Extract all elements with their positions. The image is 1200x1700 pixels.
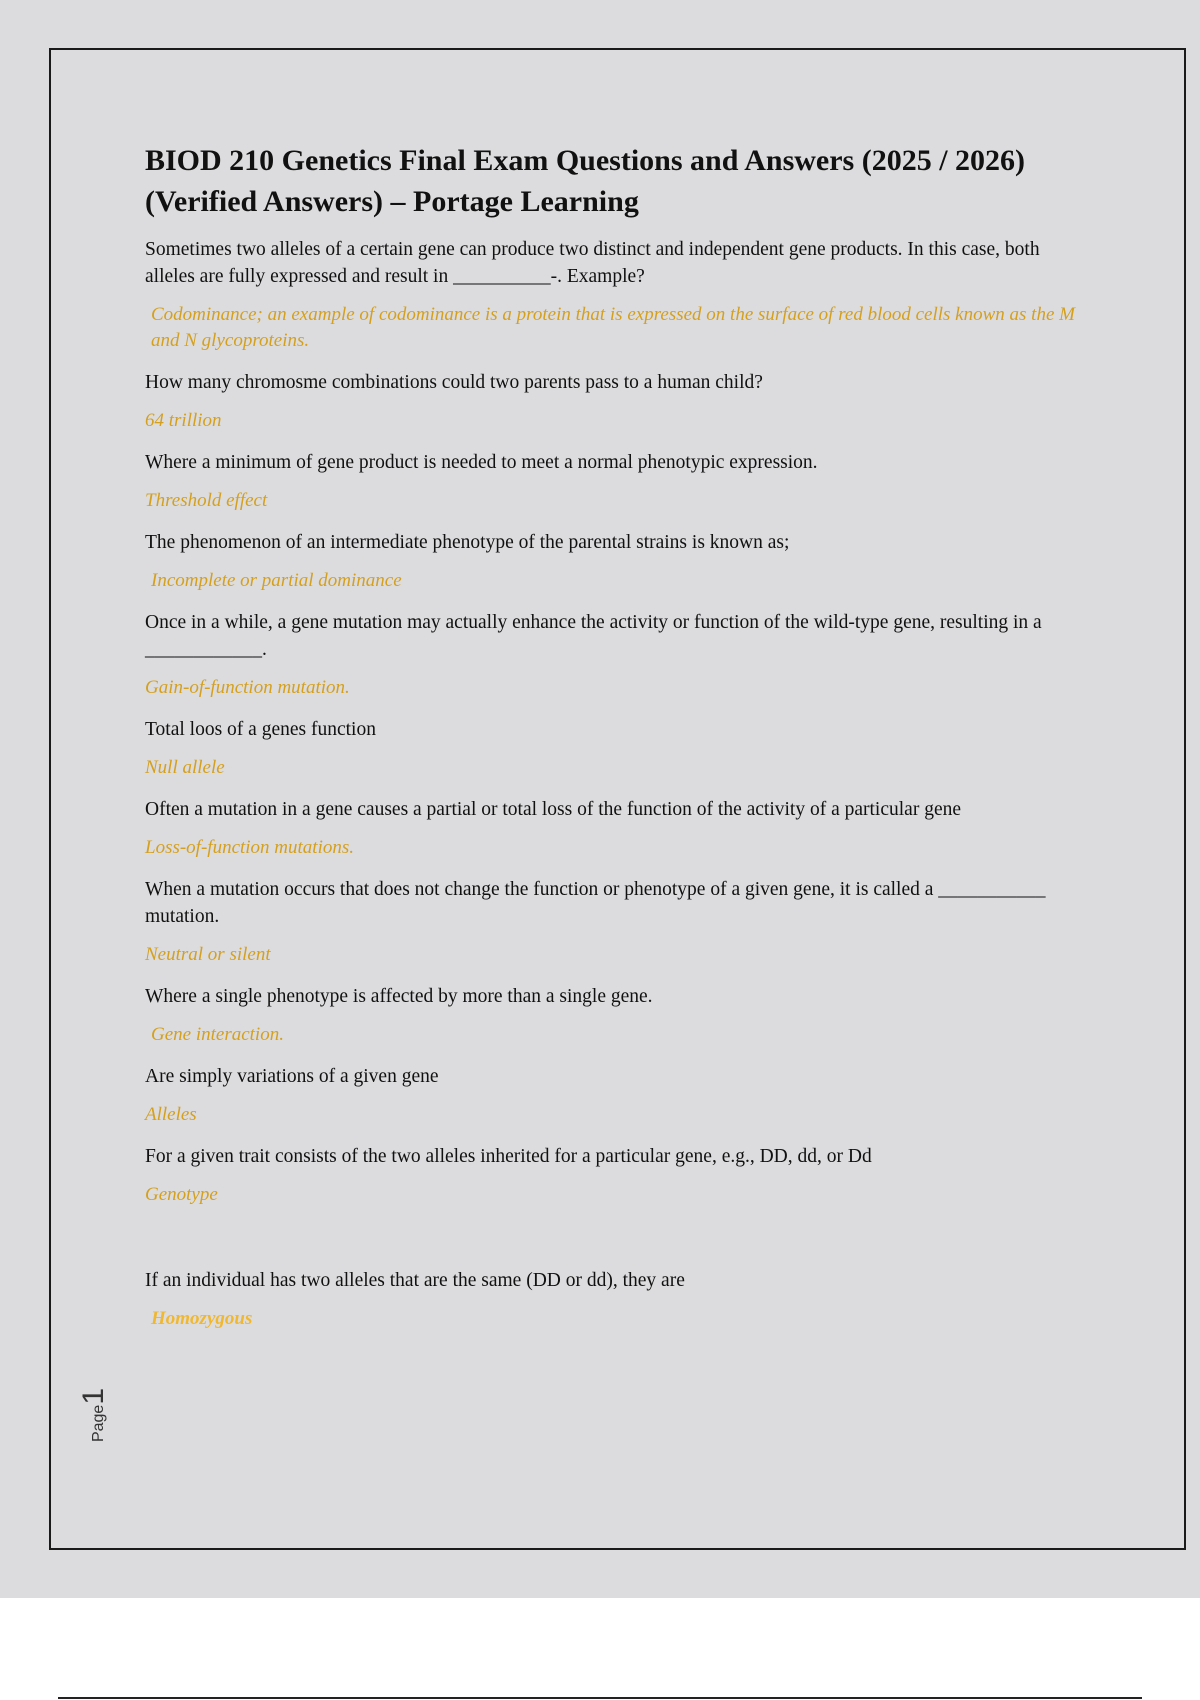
question-4: The phenomenon of an intermediate phenotype of the parental strains is known as; [145,532,790,553]
document-title: BIOD 210 Genetics Final Exam Questions and Answers (2025 / 2026) (Verified Answers) – Portage Learning [145,144,1026,218]
answer-5: Gain-of-function mutation. [145,677,350,698]
spacer [145,1223,1090,1267]
answer-2: 64 trillion [145,410,222,431]
question-2: How many chromosme combinations could two parents pass to a human child? [145,372,763,393]
question-1: Sometimes two alleles of a certain gene can produce two distinct and independent gene products. In this case, both alleles are fully expressed and result in __________-. Example? [145,239,1040,287]
question-10: Are simply variations of a given gene [145,1066,439,1087]
answer-4: Incomplete or partial dominance [151,570,402,591]
page-number-label [77,1370,117,1460]
answer-7: Loss-of-function mutations. [145,837,355,858]
question-12: If an individual has two alleles that are the same (DD or dd), they are [145,1270,685,1291]
question-11: For a given trait consists of the two alleles inherited for a particular gene, e.g., DD, dd, or Dd [145,1146,872,1167]
page-word: Page [90,1404,107,1443]
question-8: When a mutation occurs that does not change the function or phenotype of a given gene, it is called a ___________ mutation. [145,879,1046,927]
answer-9: Gene interaction. [151,1024,284,1045]
answer-12: Homozygous [151,1308,253,1329]
question-7: Often a mutation in a gene causes a partial or total loss of the function of the activity of a particular gene [145,799,962,820]
question-9: Where a single phenotype is affected by more than a single gene. [145,986,653,1007]
question-6: Total loos of a genes function [145,719,376,740]
answer-8: Neutral or silent [145,944,271,965]
answer-1: Codominance; an example of codominance is a protein that is expressed on the surface of red blood cells known as the M and N glycoproteins. [151,304,1075,351]
answer-3: Threshold effect [145,490,268,511]
answer-11: Genotype [145,1184,218,1205]
document-body [145,140,1090,1347]
question-3: Where a minimum of gene product is needed to meet a normal phenotypic expression. [145,452,818,473]
page-number: 1 [77,1387,110,1405]
next-page-rule [58,1697,1142,1699]
answer-6: Null allele [145,757,225,778]
question-5: Once in a while, a gene mutation may actually enhance the activity or function of the wild-type gene, resulting in a ____________. [145,612,1042,660]
answer-10: Alleles [145,1104,197,1125]
